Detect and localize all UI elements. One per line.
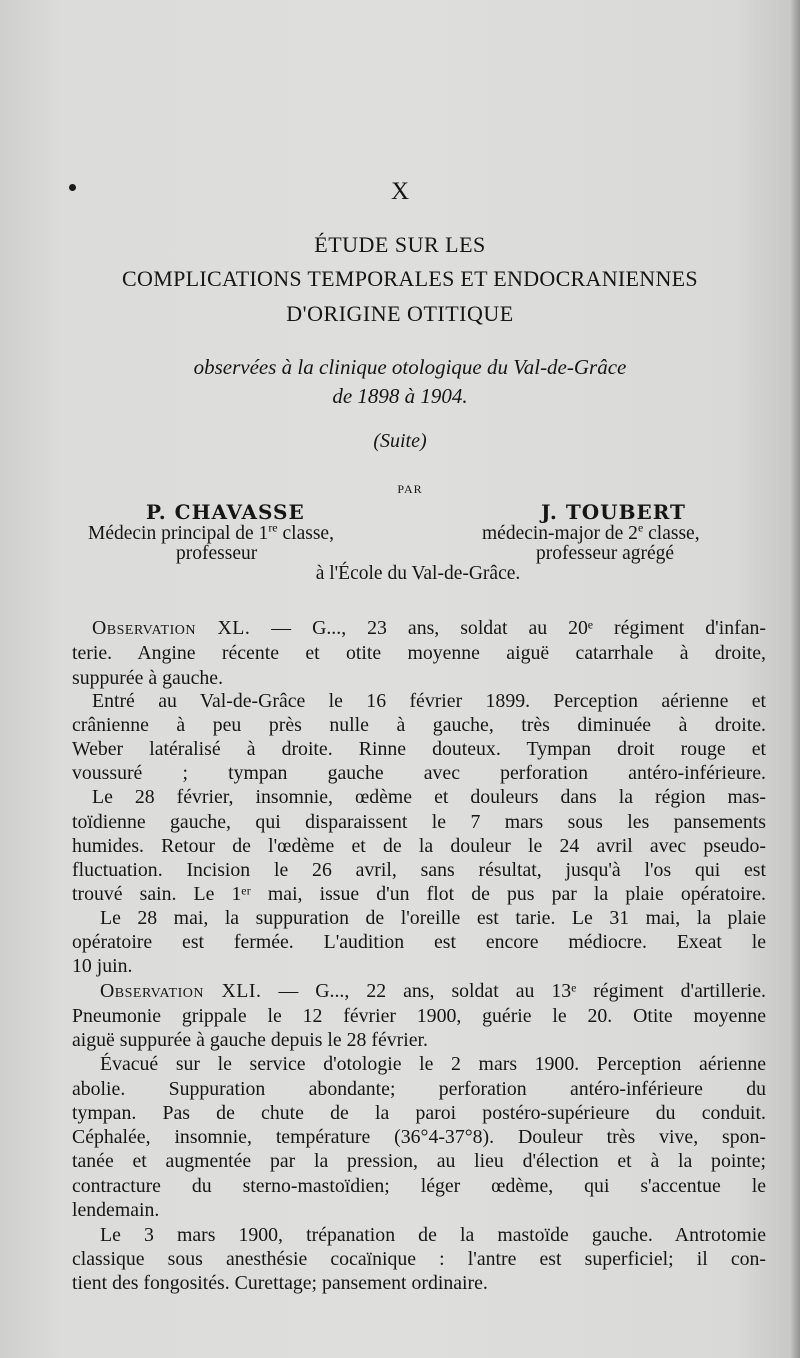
- body-line: aiguë suppurée à gauche depuis le 28 février.: [72, 1029, 428, 1051]
- body-line: Pneumonie grippale le 12 février 1900, guérie le 20. Otite moyenne: [72, 1005, 766, 1027]
- author-1-name: P. CHAVASSE: [146, 500, 305, 524]
- chapter-number: X: [390, 178, 410, 205]
- body-line: contracture du sterno-mastoïdien; léger œdème, qui s'accentue le: [72, 1175, 766, 1197]
- body-line: Entré au Val-de-Grâce le 16 février 1899. Perception aérienne et: [92, 690, 766, 712]
- body-line: Le 28 mai, la suppuration de l'oreille est tarie. Le 31 mai, la plaie: [100, 907, 766, 929]
- body-line: opératoire est fermée. L'audition est encore médiocre. Exeat le: [72, 931, 766, 953]
- body-line: fluctuation. Incision le 26 avril, sans résultat, jusqu'à l'os qui est: [72, 859, 766, 881]
- body-line: humides. Retour de l'œdème et de la douleur le 24 avril avec pseudo-: [72, 835, 766, 857]
- body-line: crânienne à peu près nulle à gauche, très diminuée à droite.: [72, 714, 766, 736]
- body-line: toïdienne gauche, qui disparaissent le 7 mars sous les pansements: [72, 811, 766, 833]
- obs-xli-label: Observation XLI.: [100, 980, 262, 1002]
- body-line: terie. Angine récente et otite moyenne aiguë catarrhale à droite,: [72, 642, 766, 664]
- obs-xli-heading-line: Observation XLI. — G..., 22 ans, soldat au 13ᵉ régiment d'artillerie.: [100, 980, 767, 1002]
- body-line: Le 3 mars 1900, trépanation de la mastoïde gauche. Antrotomie: [100, 1224, 766, 1246]
- body-line: classique sous anesthésie cocaïnique : l'antre est superficiel; il con-: [72, 1248, 766, 1270]
- body-line: Évacué sur le service d'otologie le 2 mars 1900. Perception aérienne: [100, 1053, 766, 1075]
- body-line: 10 juin.: [72, 955, 133, 977]
- body-line: voussuré ; tympan gauche avec perforation antéro-inférieure.: [72, 762, 766, 784]
- body-line: Le 28 février, insomnie, œdème et douleurs dans la région mas-: [92, 786, 766, 808]
- body-line: lendemain.: [72, 1199, 160, 1221]
- author-1-title: professeur: [176, 543, 258, 564]
- author-2-role: médecin-major de 2e classe,: [482, 520, 700, 544]
- obs-xl-heading-line: Observation XL. — G..., 23 ans, soldat au 20ᵉ régiment d'infan-: [92, 617, 766, 639]
- body-line: Céphalée, insomnie, température (36°4-37°8). Douleur très vive, spon-: [72, 1126, 766, 1148]
- suite-label: (Suite): [373, 430, 427, 452]
- body-line: tanée et augmentée par la pression, au lieu d'élection et à la pointe;: [72, 1150, 766, 1172]
- obs-xl-label: Observation XL.: [92, 617, 251, 639]
- body-line: abolie. Suppuration abondante; perforation antéro-inférieure du: [72, 1078, 766, 1100]
- author-2-name: J. TOUBERT: [541, 500, 686, 524]
- subtitle-line-2: de 1898 à 1904.: [332, 384, 468, 408]
- author-2-title: professeur agrégé: [536, 543, 675, 564]
- school-affiliation: à l'École du Val-de-Grâce.: [315, 563, 521, 584]
- title-line-1: ÉTUDE SUR LES: [314, 232, 486, 257]
- par-label: PAR: [397, 482, 423, 496]
- body-line: tympan. Pas de chute de la paroi postéro-supérieure du conduit.: [72, 1102, 766, 1124]
- body-line: Weber latéralisé à droite. Rinne douteux. Tympan droit rouge et: [72, 738, 766, 760]
- body-line: trouvé sain. Le 1ᵉʳ mai, issue d'un flot de pus par la plaie opératoire.: [72, 883, 766, 905]
- author-1-role: Médecin principal de 1re classe,: [88, 520, 334, 544]
- title-line-2: COMPLICATIONS TEMPORALES ET ENDOCRANIENNES: [122, 266, 698, 291]
- body-line: suppurée à gauche.: [72, 667, 224, 689]
- title-line-3: D'ORIGINE OTITIQUE: [286, 301, 514, 326]
- body-line: tient des fongosités. Curettage; pansement ordinaire.: [72, 1272, 488, 1294]
- subtitle-line-1: observées à la clinique otologique du Val-de-Grâce: [193, 355, 627, 379]
